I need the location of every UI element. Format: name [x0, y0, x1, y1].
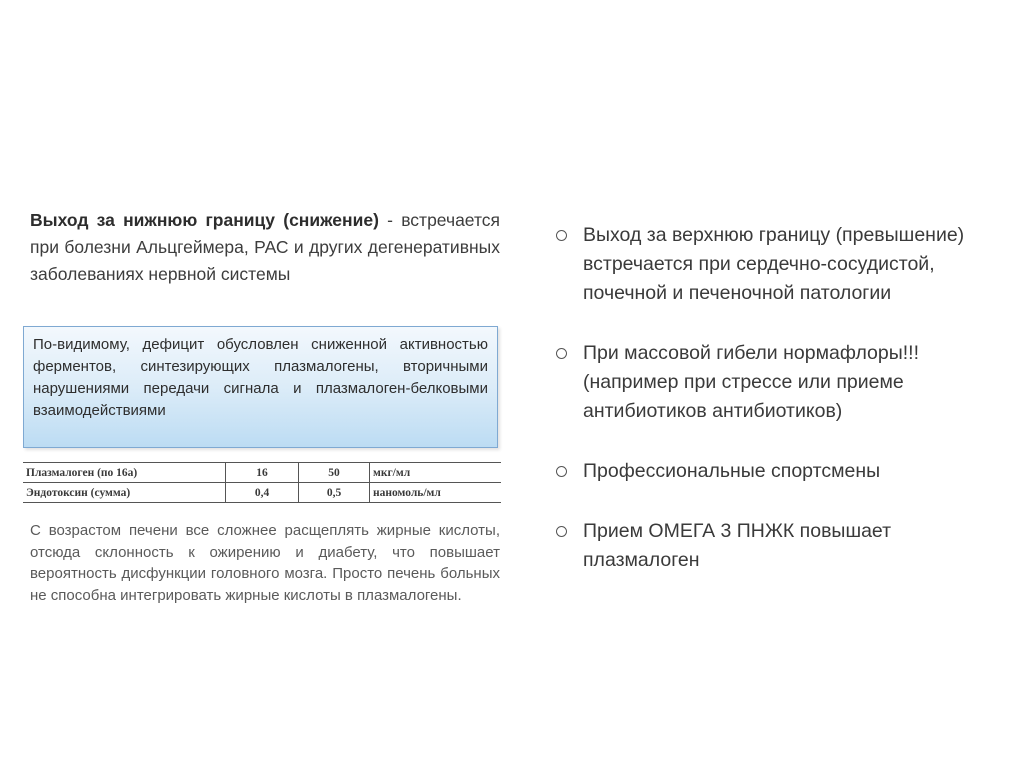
table-cell-name: Плазмалоген (по 16а): [23, 463, 226, 483]
list-item-text: Профессиональные спортсмены: [583, 460, 881, 482]
table-cell-high: 0,5: [299, 483, 370, 503]
list-item: [553, 221, 993, 308]
list-item: [553, 517, 993, 575]
bullet-list: [553, 221, 993, 606]
table-cell-low: 16: [226, 463, 299, 483]
list-item-text: При массовой гибели нормафлоры!!! (например при стрессе или приеме антибиотиков антибиотиков): [583, 342, 920, 422]
table-cell-high: 50: [299, 463, 370, 483]
note-box: [23, 326, 498, 448]
table-row: [23, 483, 501, 503]
table-cell-low: 0,4: [226, 483, 299, 503]
list-item-text: Прием ОМЕГА 3 ПНЖК повышает плазмалоген: [583, 520, 892, 571]
list-item: [553, 457, 993, 486]
circle-bullet-icon: [556, 348, 567, 359]
table-cell-unit: наномоль/мл: [370, 483, 502, 503]
table-cell-unit: мкг/мл: [370, 463, 502, 483]
values-table: [23, 462, 501, 503]
age-paragraph: С возрастом печени все сложнее расщеплять жирные кислоты, отсюда склонность к ожирению и диабету, что повышает вероятность дисфункции головного мозга. Просто печень больных не способна интегрировать жирные кислоты в плазмалогены.: [30, 522, 500, 604]
circle-bullet-icon: [556, 466, 567, 477]
circle-bullet-icon: [556, 230, 567, 241]
left-column: [30, 207, 500, 288]
list-item: [553, 339, 993, 426]
note-text: По-видимому, дефицит обусловлен сниженной активностью ферментов, синтезирующих плазмалогены, вторичными нарушениями передачи сигнала и плазмалоген-белковыми взаимодействиями: [33, 336, 488, 419]
lead-bold: Выход за нижнюю границу (снижение): [30, 210, 379, 230]
table-cell-name: Эндотоксин (сумма): [23, 483, 226, 503]
lead-paragraph: [30, 207, 500, 288]
circle-bullet-icon: [556, 526, 567, 537]
table-row: [23, 463, 501, 483]
list-item-text: Выход за верхнюю границу (превышение) встречается при сердечно-сосудистой, почечной и печеночной патологии: [583, 224, 965, 304]
lead-rest: - встречается при болезни Альцгеймера, РАС и других дегенеративных заболеваниях нервной системы: [30, 210, 500, 284]
